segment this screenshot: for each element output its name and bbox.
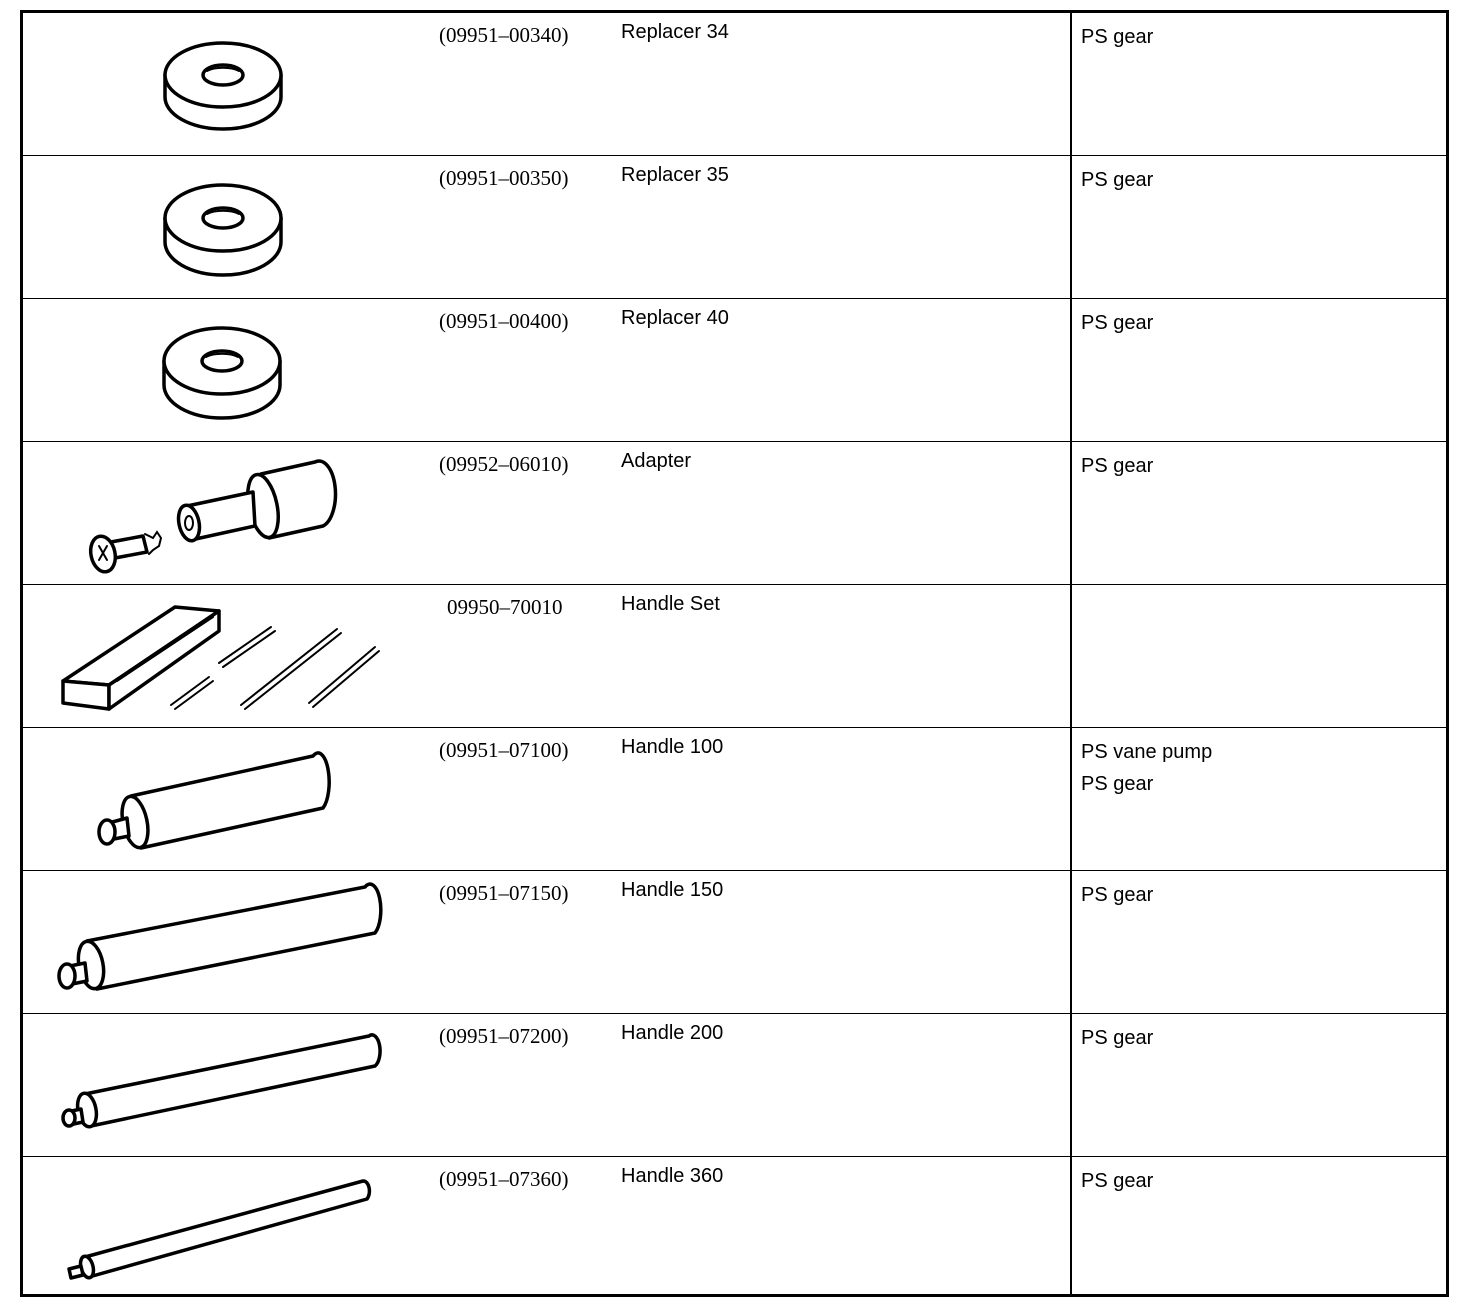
usage-item: PS gear [1081,169,1154,191]
handle-icon [23,871,423,1014]
tool-name: Replacer 35 [621,164,729,186]
tool-name: Handle 150 [621,879,724,901]
usage-cell [1081,164,1153,196]
replacer-ring-icon [23,299,423,442]
handle-set-icon [23,585,423,728]
part-number: (09951–00400) [439,309,569,333]
adapter-icon [23,442,423,585]
handle-icon [23,728,423,871]
tool-name: Handle 200 [621,1022,724,1044]
usage-item: PS gear [1081,455,1154,477]
tool-name: Replacer 34 [621,21,729,43]
part-number: (09951–07150) [439,881,569,905]
replacer-ring-icon [23,13,423,156]
part-number: (09952–06010) [439,452,569,476]
tool-name: Adapter [621,450,692,472]
handle-icon [23,1014,423,1157]
usage-cell [1081,21,1153,53]
table-row [23,585,1446,728]
tool-name: Handle 100 [621,736,724,758]
tool-name: Handle Set [621,593,720,615]
tool-name: Replacer 40 [621,307,729,329]
handle-icon [23,1157,423,1300]
part-number: (09951–00350) [439,166,569,190]
table-row [23,156,1446,299]
replacer-ring-icon [23,156,423,299]
table-row [23,1014,1446,1157]
usage-item: PS gear [1081,884,1154,906]
part-number: (09951–07100) [439,738,569,762]
part-number: (09951–07360) [439,1167,569,1191]
part-number: (09951–00340) [439,23,569,47]
usage-cell [1081,879,1153,911]
table-row [23,299,1446,442]
tool-name: Handle 360 [621,1165,724,1187]
usage-item: PS gear [1081,26,1154,48]
usage-item: PS gear [1081,773,1154,795]
usage-item: PS vane pump [1081,741,1213,763]
usage-item: PS gear [1081,1027,1154,1049]
table-row [23,13,1446,156]
table-row [23,871,1446,1014]
special-tools-table [20,10,1449,1297]
usage-cell [1081,736,1212,800]
usage-cell [1081,307,1153,339]
table-row [23,442,1446,585]
table-row [23,728,1446,871]
usage-cell [1081,450,1153,482]
usage-cell [1081,1022,1153,1054]
table-row [23,1157,1446,1300]
usage-item: PS gear [1081,312,1154,334]
usage-item: PS gear [1081,1170,1154,1192]
part-number: (09951–07200) [439,1024,569,1048]
part-number: 09950–70010 [447,595,563,619]
usage-cell [1081,1165,1153,1197]
